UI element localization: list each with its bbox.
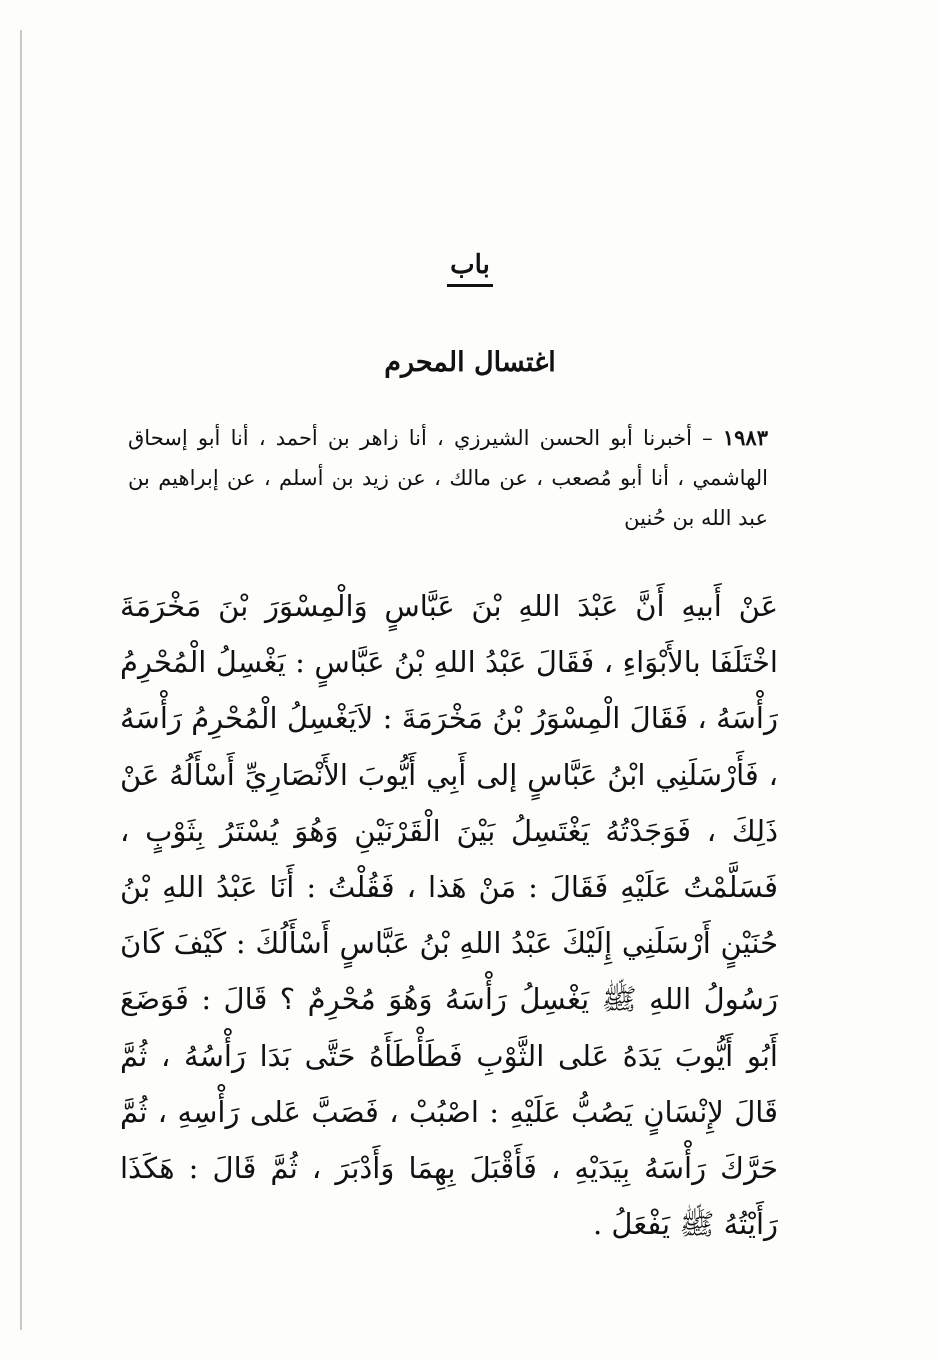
isnad-text: أخبرنا أبو الحسن الشيرزي ، أنا زاهر بن أحمد ، أنا أبو إسحاق الهاشمي ، أنا أبو مُصعب ، عن مالك ، عن زيد بن أسلم ، عن إبراهيم بن عبد الله بن حُنين bbox=[128, 426, 768, 530]
hadith-number-separator: – bbox=[692, 426, 723, 450]
isnad-paragraph bbox=[128, 418, 768, 538]
chapter-underline bbox=[447, 284, 493, 287]
chapter-title: اغتسال المحرم bbox=[384, 347, 556, 378]
hadith-number: ١٩٨٣ bbox=[722, 425, 768, 450]
chapter-label: باب bbox=[450, 250, 490, 280]
chapter-header bbox=[0, 250, 940, 378]
page-binding-edge bbox=[20, 30, 22, 1330]
matn-paragraph: عَنْ أَبيهِ أَنَّ عَبْدَ اللهِ بْنَ عَبَّاسٍ وَالْمِسْوَرَ بْنَ مَخْرَمَةَ اخْتَلَفَا بالأَبْوَاءِ ، فَقَالَ عَبْدُ اللهِ بْنُ عَبَّاسٍ : يَغْسِلُ الْمُحْرِمُ رَأْسَهُ ، فَقَالَ الْمِسْوَرُ بْنُ مَخْرَمَةَ : لاَيَغْسِلُ الْمُحْرِمُ رَأْسَهُ ، فَأَرْسَلَنِي ابْنُ عَبَّاسٍ إلى أَبِي أَيُّوبَ الأَنْصَارِيِّ أَسْأَلُهُ عَنْ ذَلِكَ ، فَوَجَدْتُهُ يَغْتَسِلُ بَيْنَ الْقَرْنَيْنِ وَهُوَ يُسْتَرُ بِثَوْبٍ ، فَسَلَّمْتُ عَلَيْهِ فَقَالَ : مَنْ هَذا ، فَقُلْتُ : أَنَا عَبْدُ اللهِ بْنُ حُنَيْنٍ أَرْسَلَنِي إِلَيْكَ عَبْدُ اللهِ بْنُ عَبَّاسٍ أَسْأَلُكَ : كَيْفَ كَانَ رَسُولُ اللهِ ﷺ يَغْسِلُ رَأْسَهُ وَهُوَ مُحْرِمٌ ؟ قَالَ : فَوَضَعَ أَبُو أَيُّوبَ يَدَهُ عَلى الثَّوْبِ فَطَأْطَأَهُ حَتَّى بَدَا رَأْسُهُ ، ثُمَّ قَالَ لإِنْسَانٍ يَصُبُّ عَلَيْهِ : اصْبُبْ ، فَصَبَّ عَلى رَأْسِهِ ، ثُمَّ حَرَّكَ رَأْسَهُ بِيَدَيْهِ ، فَأَقْبَلَ بِهِمَا وَأَدْبَرَ ، ثُمَّ قَالَ : هَكَذَا رَأَيْتُهُ ﷺ يَفْعَلُ . bbox=[120, 589, 778, 1242]
